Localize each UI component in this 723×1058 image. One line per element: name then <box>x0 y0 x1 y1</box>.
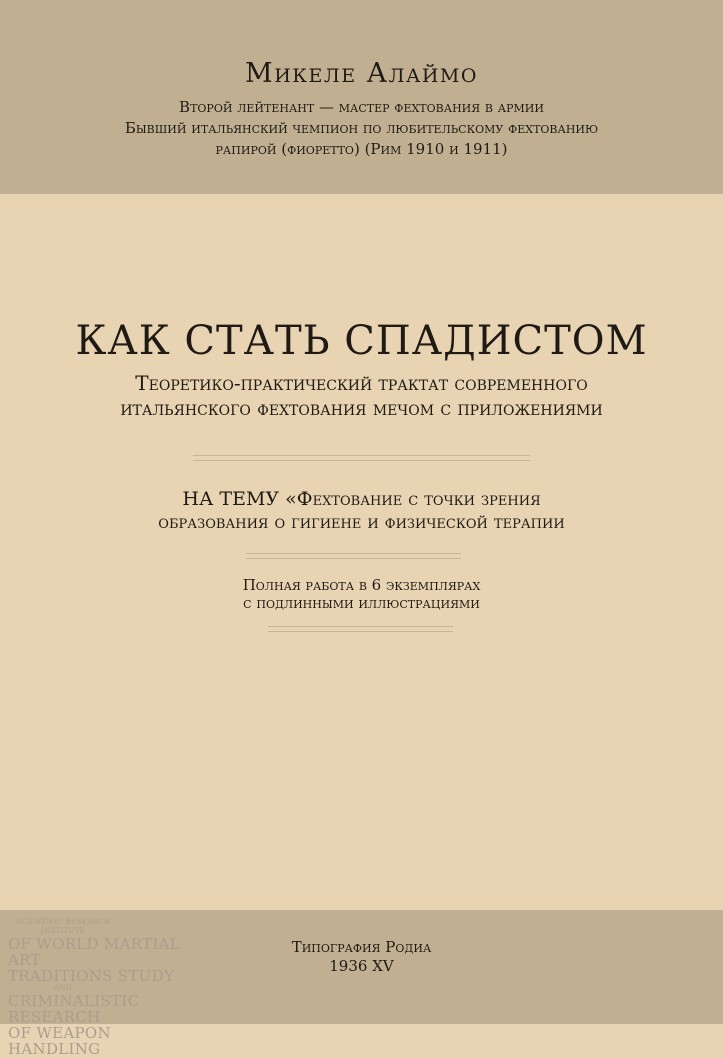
book-title: КАК СТАТЬ СПАДИСТОМ <box>75 318 648 364</box>
institute-watermark <box>8 918 198 1057</box>
edition-note <box>0 576 723 612</box>
printer-name: Типография Родиа <box>291 938 432 956</box>
divider-rule <box>246 553 461 559</box>
book-subtitle <box>0 371 723 421</box>
divider-rule <box>268 626 453 632</box>
watermark-line-3: TRADITIONS STUDY <box>8 967 175 985</box>
watermark-line-4: AND <box>54 984 72 992</box>
author-champion: Бывший итальянский чемпион по любительскому фехтованию <box>124 119 599 137</box>
watermark-line-6: OF WEAPON HANDLING <box>8 1024 111 1058</box>
subtitle-line-2: итальянского фехтования мечом с приложениями <box>120 396 603 420</box>
divider-rule <box>193 455 530 461</box>
watermark-line-1: SCIENTIFIC RESEARCH INSTITUTE <box>15 918 111 935</box>
watermark-line-5: CRIMINALISTIC RESEARCH <box>8 992 140 1026</box>
subtitle-line-1: Теоретико-практический трактат современного <box>135 371 588 395</box>
theme-line-2: образования о гигиене и физической терапии <box>158 511 565 533</box>
theme-line-1: НА ТЕМУ «Фехтование с точки зрения <box>182 488 541 510</box>
author-name: Микеле Алаймо <box>245 58 478 89</box>
edition-line-2: с подлинными иллюстрациями <box>243 594 480 612</box>
author-rank: Второй лейтенант — мастер фехтования в армии <box>179 98 544 116</box>
author-champion-detail: рапирой (фиоретто) (Рим 1910 и 1911) <box>215 140 508 158</box>
book-theme <box>0 488 723 534</box>
printer-year: 1936 XV <box>329 957 394 975</box>
watermark-line-2: OF WORLD MARTIAL ART <box>8 935 180 969</box>
edition-line-1: Полная работа в 6 экземплярах <box>242 576 481 594</box>
